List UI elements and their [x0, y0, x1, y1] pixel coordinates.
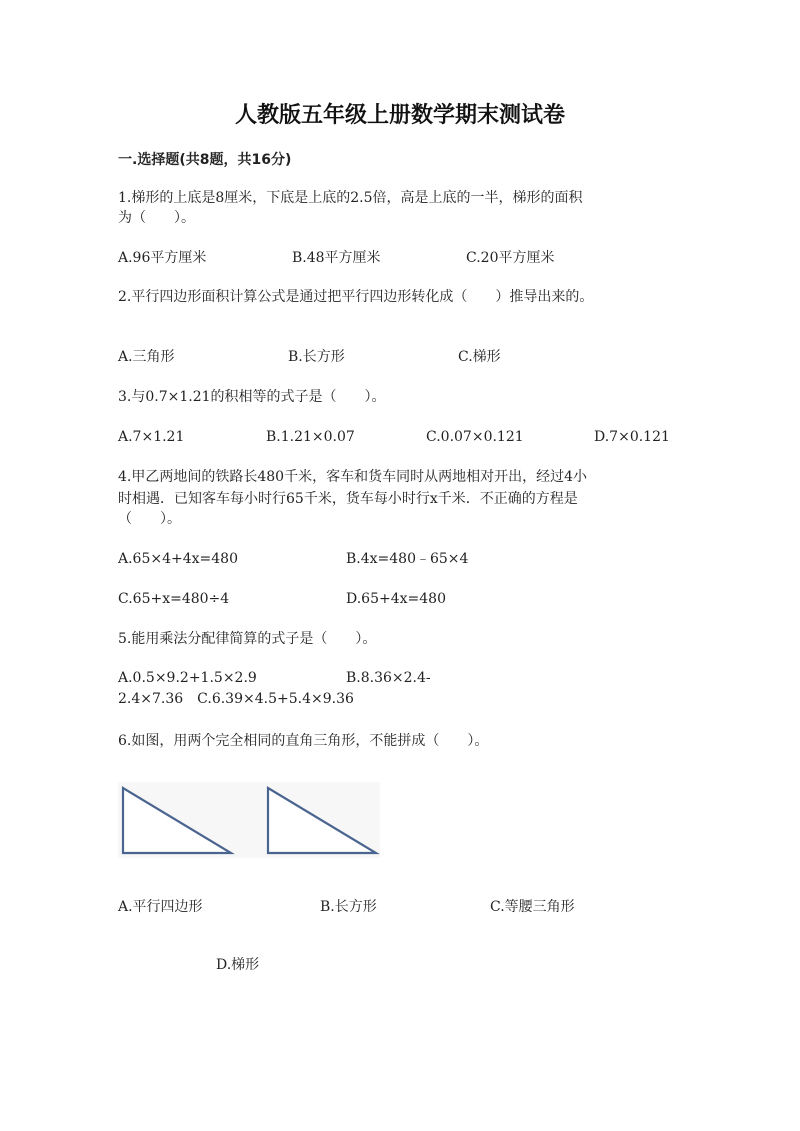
question-2-line-1: 2.平行四边形面积计算公式是通过把平行四边形转化成（ ）推导出来的。 [118, 289, 594, 305]
question-1-option-b: B.48平方厘米 [292, 250, 381, 266]
question-5-option-a: A.0.5×9.2+1.5×2.9 [118, 670, 257, 686]
page-title: 人教版五年级上册数学期末测试卷 [234, 103, 565, 128]
question-3-option-c: C.0.07×0.121 [426, 429, 524, 445]
question-5-line-1: 5.能用乘法分配律简算的式子是（ ）。 [118, 631, 377, 647]
question-6-option-d: D.梯形 [216, 957, 260, 973]
question-3-option-a: A.7×1.21 [118, 429, 185, 445]
question-4-line-1: 4.甲乙两地间的铁路长480千米，客车和货车同时从两地相对开出，经过4小 [118, 469, 587, 485]
section-heading: 一.选择题(共8题，共16分) [118, 152, 292, 168]
question-6-option-a: A.平行四边形 [118, 899, 203, 915]
question-3-option-b: B.1.21×0.07 [266, 429, 355, 445]
question-4-option-b: B.4x=480﹣65×4 [346, 551, 469, 567]
question-3-option-d: D.7×0.121 [594, 429, 670, 445]
question-4-line-3: （ ）。 [118, 511, 181, 527]
triangles-svg [118, 782, 380, 858]
question-2-option-c: C.梯形 [458, 349, 501, 365]
question-6-option-c: C.等腰三角形 [490, 899, 575, 915]
question-1-option-c: C.20平方厘米 [466, 250, 555, 266]
question-4-option-a: A.65×4+4x=480 [118, 551, 238, 567]
question-4-option-c: C.65+x=480÷4 [118, 591, 230, 607]
right-triangles-figure [118, 782, 380, 858]
question-5-option-b: B.8.36×2.4- [346, 670, 431, 686]
question-4-line-2: 时相遇．已知客车每小时行65千米，货车每小时行x千米．不正确的方程是 [118, 491, 578, 507]
question-1-option-a: A.96平方厘米 [118, 250, 207, 266]
question-6-line-1: 6.如图，用两个完全相同的直角三角形，不能拼成（ ）。 [118, 733, 489, 749]
question-4-option-d: D.65+4x=480 [346, 591, 446, 607]
question-5-options-line-2: 2.4×7.36 C.6.39×4.5+5.4×9.36 [118, 691, 354, 707]
question-2-option-a: A.三角形 [118, 349, 175, 365]
question-1-line-2: 为（ ）。 [118, 210, 195, 226]
question-3-line-1: 3.与0.7×1.21的积相等的式子是（ ）。 [118, 389, 386, 405]
question-1-line-1: 1.梯形的上底是8厘米，下底是上底的2.5倍，高是上底的一半，梯形的面积 [118, 190, 583, 206]
question-2-option-b: B.长方形 [288, 349, 345, 365]
question-6-option-b: B.长方形 [320, 899, 377, 915]
